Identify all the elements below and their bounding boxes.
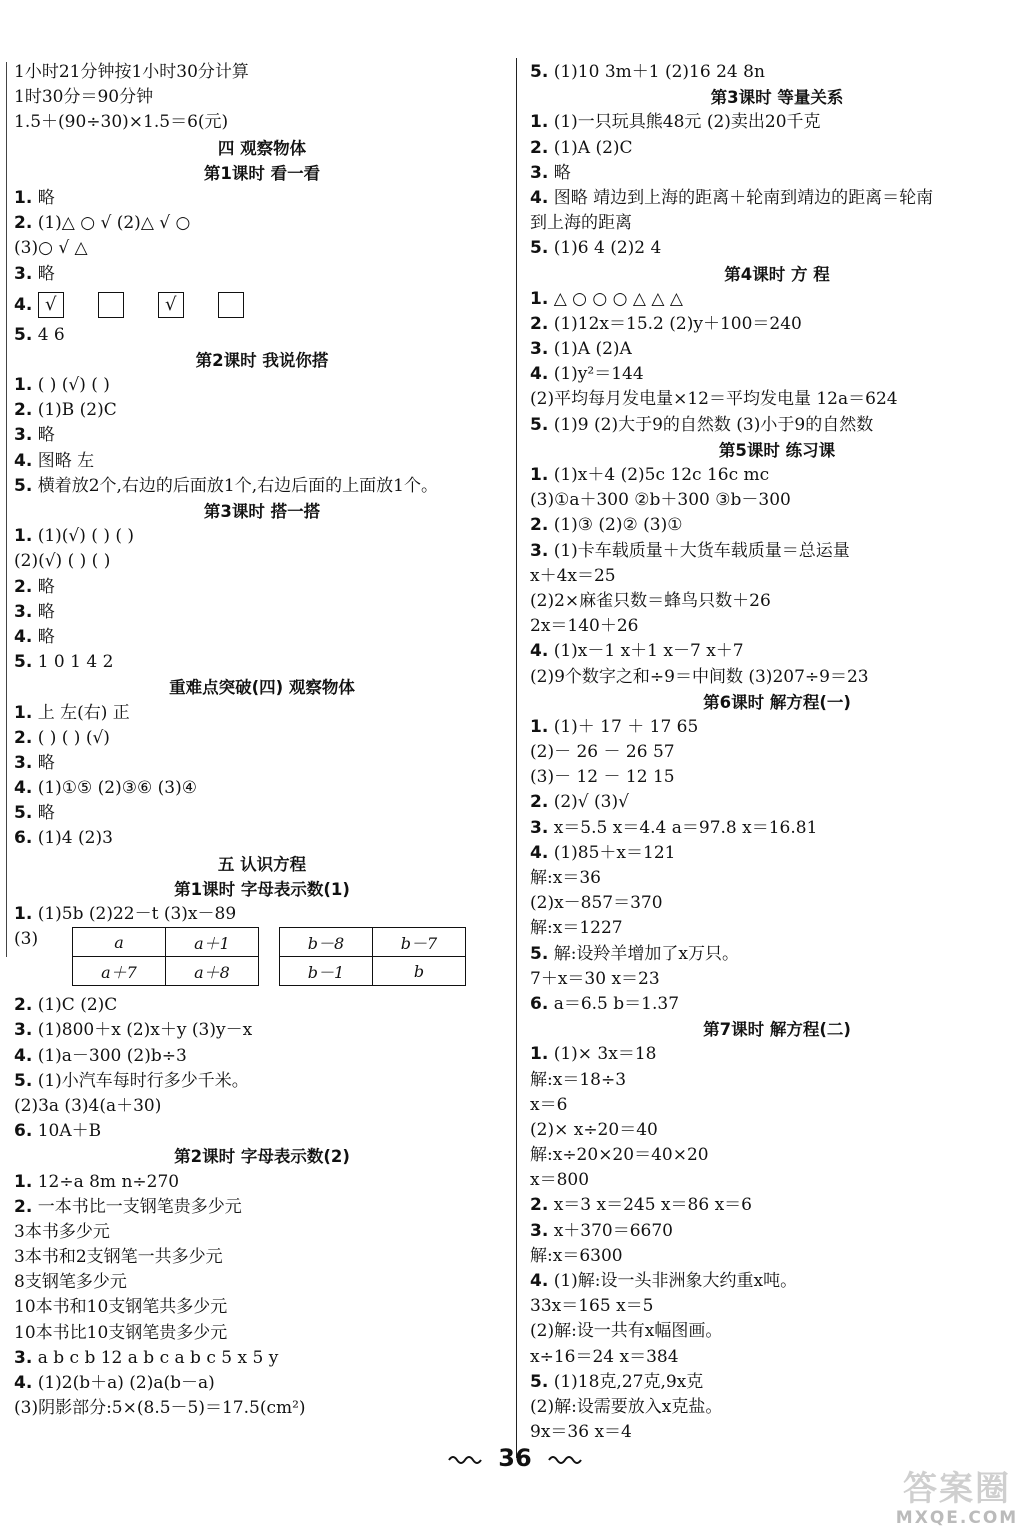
question-number: 2. xyxy=(14,727,33,748)
answer-text: 12÷a 8m n÷270 xyxy=(32,1171,180,1192)
answer-box: √ xyxy=(38,292,64,318)
answer-line xyxy=(530,1370,1024,1395)
question-number: 5. xyxy=(530,1371,549,1392)
answer-line xyxy=(14,1270,510,1295)
answer-text: (3)－ 12 － 12 15 xyxy=(530,767,675,788)
question-number: 4. xyxy=(530,187,549,208)
answer-text: (1)△ ○ √ (2)△ √ ○ xyxy=(32,213,191,234)
watermark-logo xyxy=(892,1470,1022,1530)
answer-text: (1)x＋4 (2)5c 12c 16c mc xyxy=(548,465,770,485)
answer-text: a＝6.5 b＝1.37 xyxy=(548,993,680,1014)
lesson-answers xyxy=(14,524,510,675)
lesson-title: 第3课时 搭一搭 xyxy=(203,502,321,521)
question-number: 4. xyxy=(14,1373,33,1393)
answer-line xyxy=(530,186,1024,211)
answer-line xyxy=(14,751,510,776)
answer-line xyxy=(530,539,1024,564)
answer-line xyxy=(14,1170,510,1195)
answer-line xyxy=(14,801,510,826)
question-number: 3. xyxy=(530,540,549,561)
answer-text: (1)9 (2)大于9的自然数 (3)小于9的自然数 xyxy=(548,414,874,435)
lesson-answers xyxy=(530,715,1024,1017)
answer-line xyxy=(530,916,1024,941)
answer-line xyxy=(530,1420,1024,1445)
answer-line xyxy=(530,942,1024,967)
answer-line xyxy=(530,337,1024,362)
answer-text: 2x＝140＋26 xyxy=(530,616,639,637)
question-number: 1. xyxy=(14,187,33,208)
question-number: 3. xyxy=(14,601,33,622)
question-number: 3. xyxy=(14,1347,33,1368)
question-number: 1. xyxy=(530,288,549,309)
answer-line xyxy=(14,1018,510,1043)
answer-text: (1)y²＝144 xyxy=(548,364,644,385)
answer-line xyxy=(14,650,510,675)
question-number: 2. xyxy=(530,313,549,334)
answer-line xyxy=(14,1044,510,1069)
question-number: 1. xyxy=(530,465,549,485)
answer-line xyxy=(530,967,1024,992)
answer-text: 1.5＋(90÷30)×1.5＝6(元) xyxy=(14,112,229,133)
answer-text: (2)－ 26 － 26 57 xyxy=(530,742,675,763)
answer-text: (1)5b (2)22－t (3)x－89 xyxy=(32,904,237,924)
answer-line xyxy=(530,1143,1024,1168)
answer-line xyxy=(530,387,1024,412)
answer-text: (1)解:设一头非洲象大约重x吨。 xyxy=(548,1271,798,1291)
answer-line xyxy=(530,1118,1024,1143)
answer-text: (2)解:设需要放入x克盐。 xyxy=(530,1396,723,1417)
page-footer xyxy=(0,1444,1030,1472)
answer-text: (2)× x÷20＝40 xyxy=(530,1119,658,1140)
answer-text: (1)85＋x＝121 xyxy=(548,842,676,863)
answer-text: 33x＝165 x＝5 xyxy=(530,1296,654,1317)
answer-line xyxy=(530,1068,1024,1093)
question-number: 3. xyxy=(14,263,33,284)
lesson-answers xyxy=(14,186,510,287)
answer-text: 10A＋B xyxy=(32,1121,102,1142)
question-number: 1. xyxy=(530,112,549,133)
answer-text: (3)①a＋300 ②b＋300 ③b－300 xyxy=(530,490,791,511)
answer-text: (2)√ (3)√ xyxy=(548,792,629,813)
answer-line xyxy=(14,902,510,927)
answer-line xyxy=(14,993,510,1018)
answer-line xyxy=(14,1220,510,1245)
page-number: 36 xyxy=(498,1444,532,1472)
table-cell: b－7 xyxy=(373,928,466,957)
answer-line xyxy=(14,701,510,726)
answer-text: (1)800＋x (2)x＋y (3)y－x xyxy=(32,1020,253,1041)
lesson-title: 第5课时 练习课 xyxy=(718,440,836,460)
answer-line xyxy=(530,60,1024,85)
answer-line xyxy=(530,513,1024,538)
answer-text: 解:设羚羊增加了x万只。 xyxy=(548,943,740,964)
answer-line xyxy=(530,362,1024,387)
answer-line xyxy=(530,463,1024,488)
answer-text: (1)18克,27克,9x克 xyxy=(548,1371,704,1392)
answer-line xyxy=(530,1294,1024,1319)
lesson-title: 第2课时 我说你搭 xyxy=(195,350,329,370)
letter-table-a xyxy=(72,927,259,986)
answer-text: 1小时21分钟按1小时30分计算 xyxy=(14,62,249,82)
lesson-answers xyxy=(530,1042,1024,1445)
question-number: 5. xyxy=(530,414,549,435)
answer-line xyxy=(14,1295,510,1320)
lesson-answers xyxy=(14,1170,510,1422)
answer-line xyxy=(14,1396,510,1421)
answer-text: x＝5.5 x＝4.4 a＝97.8 x＝16.81 xyxy=(548,817,818,838)
unit-title: 五 认识方程 xyxy=(217,854,307,874)
question-number: 4. xyxy=(14,626,33,647)
answer-line xyxy=(530,1319,1024,1344)
answer-text: △ ○ ○ ○ △ △ △ xyxy=(548,288,683,309)
question-number: 2. xyxy=(14,213,33,234)
answer-line xyxy=(530,1345,1024,1370)
lesson-title: 第1课时 字母表示数(1) xyxy=(174,879,350,899)
question-number: 3. xyxy=(14,425,33,446)
right-column xyxy=(530,60,1024,1445)
answer-text: 略 xyxy=(32,425,55,446)
question-number: 3. xyxy=(14,752,33,773)
answer-text: (1)a－300 (2)b÷3 xyxy=(32,1045,187,1066)
answer-text: x＋370＝6670 xyxy=(548,1220,673,1241)
answer-line xyxy=(14,600,510,625)
answer-line xyxy=(530,639,1024,664)
question-number: 2. xyxy=(530,1195,549,1216)
answer-line xyxy=(530,161,1024,186)
answer-line xyxy=(14,186,510,211)
answer-line xyxy=(14,1321,510,1346)
answer-line xyxy=(530,1193,1024,1218)
question-number: 5. xyxy=(14,475,33,496)
question-number: 3. xyxy=(530,339,549,360)
answer-line xyxy=(14,1119,510,1144)
question-number: 1. xyxy=(14,526,33,547)
answer-text: 略 xyxy=(32,187,55,208)
answer-text: ( ) ( ) (√) xyxy=(32,727,110,748)
question-number: 2. xyxy=(530,137,549,158)
wave-ornament-icon xyxy=(447,1452,487,1464)
answer-line xyxy=(14,524,510,549)
answer-text: (1)C (2)C xyxy=(32,995,118,1016)
table-cell: b－8 xyxy=(280,928,373,957)
answer-text: 横着放2个,右边的后面放1个,右边后面的上面放1个。 xyxy=(32,475,438,496)
answer-line xyxy=(14,575,510,600)
question-number: 1. xyxy=(530,1044,549,1065)
question-number: 5. xyxy=(14,652,33,673)
wave-ornament-icon xyxy=(543,1452,583,1464)
answer-line xyxy=(530,1168,1024,1193)
answer-text: 图略 靖边到上海的距离＋轮南到靖边的距离＝轮南 xyxy=(548,187,934,208)
lesson-title: 第6课时 解方程(一) xyxy=(703,692,851,712)
answer-line xyxy=(530,413,1024,438)
answer-line xyxy=(14,1069,510,1094)
answer-text: 解:x＝1227 xyxy=(530,918,623,939)
answer-line xyxy=(530,1395,1024,1420)
review-title: 重难点突破(四) 观察物体 xyxy=(169,678,355,698)
answer-text: 解:x÷20×20＝40×20 xyxy=(530,1145,709,1166)
answer-text: 4 6 xyxy=(32,324,65,345)
answer-line xyxy=(14,549,510,574)
answer-line xyxy=(530,715,1024,740)
answer-line xyxy=(14,398,510,423)
answer-line xyxy=(530,136,1024,161)
answer-line xyxy=(530,564,1024,589)
lesson-title: 第2课时 字母表示数(2) xyxy=(174,1147,350,1167)
answer-line xyxy=(14,110,510,135)
answer-line xyxy=(14,826,510,851)
table-cell: b xyxy=(373,957,466,986)
question-number: 5. xyxy=(530,62,549,82)
watermark-text: 答案圈 xyxy=(903,1469,1011,1509)
answer-text: 9x＝36 x＝4 xyxy=(530,1422,632,1443)
answer-text: 7＋x＝30 x＝23 xyxy=(530,968,660,989)
answer-line xyxy=(14,423,510,448)
question-number: 4. xyxy=(530,1271,549,1291)
answer-text: (1)小汽车每时行多少千米。 xyxy=(32,1070,249,1091)
answer-text: 1时30分＝90分钟 xyxy=(14,87,154,108)
answer-line xyxy=(530,665,1024,690)
question-number: 4. xyxy=(530,641,549,662)
answer-line xyxy=(530,211,1024,236)
answer-text: (1)B (2)C xyxy=(32,400,117,421)
question-number: 4. xyxy=(530,842,549,863)
question-number: 2. xyxy=(14,1196,33,1217)
answer-text: (1)卡车载质量＋大货车载质量＝总运量 xyxy=(548,540,850,561)
answer-line xyxy=(530,740,1024,765)
answer-text: 上 左(右) 正 xyxy=(32,702,130,723)
answer-text: (1)4 (2)3 xyxy=(32,828,113,849)
lesson-answers xyxy=(530,110,1024,261)
answer-line xyxy=(530,992,1024,1017)
answer-line xyxy=(530,110,1024,135)
question-number: 3. xyxy=(14,1020,33,1041)
answer-line xyxy=(530,1244,1024,1269)
answer-box xyxy=(218,292,244,318)
answer-text: ( ) (√) ( ) xyxy=(32,375,110,396)
answer-text: x＝3 x＝245 x＝86 x＝6 xyxy=(548,1195,752,1216)
answer-text: 略 xyxy=(32,263,55,284)
answer-text: (1)③ (2)② (3)① xyxy=(548,515,683,536)
answer-text: (1)12x＝15.2 (2)y＋100＝240 xyxy=(548,313,802,334)
answer-text: (2)3a (3)4(a＋30) xyxy=(14,1095,162,1116)
answer-text: 略 xyxy=(32,626,55,647)
answer-line xyxy=(14,449,510,474)
answer-text: 8支钢笔多少元 xyxy=(14,1272,127,1293)
answer-line xyxy=(14,1195,510,1220)
answer-line xyxy=(530,589,1024,614)
watermark-url: MXQE.COM xyxy=(895,1508,1019,1528)
lesson-answers xyxy=(530,287,1024,438)
answer-line xyxy=(14,776,510,801)
answer-text: 10本书和10支钢笔共多少元 xyxy=(14,1297,228,1318)
unit-title: 四 观察物体 xyxy=(217,138,307,158)
lesson-answers xyxy=(530,463,1024,690)
answer-text: 到上海的距离 xyxy=(530,213,632,234)
lesson-title: 第3课时 等量关系 xyxy=(710,88,844,108)
left-margin-rule xyxy=(6,62,7,957)
answer-text: x＝800 xyxy=(530,1170,590,1191)
answer-line-q4 xyxy=(14,287,510,323)
answer-text: (1)①⑤ (2)③⑥ (3)④ xyxy=(32,778,197,799)
lesson-answers xyxy=(14,701,510,852)
answer-line xyxy=(530,1269,1024,1294)
lesson-carryover xyxy=(14,60,510,136)
lesson-answers xyxy=(14,373,510,499)
answer-text: 略 xyxy=(32,803,55,824)
answer-text: 10本书比10支钢笔贵多少元 xyxy=(14,1322,228,1343)
lesson-title: 第4课时 方 程 xyxy=(724,264,830,284)
question-number: 2. xyxy=(530,515,549,536)
answer-text: 3本书和2支钢笔一共多少元 xyxy=(14,1247,223,1268)
answer-line xyxy=(530,765,1024,790)
question-number: 5. xyxy=(530,238,549,259)
answer-text: (3)○ √ △ xyxy=(14,238,88,259)
answer-text: a b c b 12 a b c a b c 5 x 5 y xyxy=(32,1347,279,1368)
question-number: 1. xyxy=(14,1171,33,1192)
answer-line xyxy=(530,312,1024,337)
answer-line xyxy=(14,625,510,650)
answer-line xyxy=(14,474,510,499)
answer-text: 3本书多少元 xyxy=(14,1221,110,1242)
question-number: 1. xyxy=(530,716,549,737)
answer-text: (2)平均每月发电量×12＝平均发电量 12a＝624 xyxy=(530,389,898,410)
table-cell: a＋8 xyxy=(166,957,259,986)
answer-text: (2)9个数字之和÷9＝中间数 (3)207÷9＝23 xyxy=(530,666,869,687)
question-number: 3. xyxy=(530,1220,549,1241)
answer-text: (1)x－1 x＋1 x－7 x＋7 xyxy=(548,641,744,662)
answer-line xyxy=(530,1219,1024,1244)
answer-text: (1)2(b＋a) (2)a(b－a) xyxy=(32,1373,215,1393)
lesson-answers xyxy=(14,993,510,1144)
answer-text: x÷16＝24 x＝384 xyxy=(530,1346,679,1367)
question-number: 2. xyxy=(14,995,33,1016)
answer-text: x＝6 xyxy=(530,1094,568,1115)
question-number: 5. xyxy=(14,1070,33,1091)
question-number: 1. xyxy=(14,904,33,924)
answer-text: (2)(√) ( ) ( ) xyxy=(14,551,111,572)
left-column xyxy=(14,60,510,1421)
answer-line xyxy=(530,287,1024,312)
answer-line xyxy=(530,488,1024,513)
answer-text: (2)2×麻雀只数＝蜂鸟只数＋26 xyxy=(530,590,771,611)
question-number: 3. xyxy=(530,162,549,183)
answer-text: (1)6 4 (2)2 4 xyxy=(548,238,662,259)
question-number: 1. xyxy=(14,375,33,396)
question-number: 5. xyxy=(14,324,33,345)
answer-line xyxy=(14,1371,510,1396)
answer-line xyxy=(14,60,510,85)
answer-line xyxy=(530,790,1024,815)
table-cell: a xyxy=(73,928,166,957)
answer-text: 解:x＝6300 xyxy=(530,1245,623,1266)
answer-line xyxy=(14,85,510,110)
answer-line xyxy=(530,816,1024,841)
question-number: 5. xyxy=(530,943,549,964)
column-divider xyxy=(516,58,517,1458)
answer-line xyxy=(530,614,1024,639)
answer-line xyxy=(530,841,1024,866)
sub-question-label: (3) xyxy=(14,929,39,950)
answer-text: 略 xyxy=(32,601,55,622)
question-number: 3. xyxy=(530,817,549,838)
answer-text: 略 xyxy=(32,576,55,597)
question-number: 4. xyxy=(14,778,33,799)
answer-line xyxy=(530,866,1024,891)
answer-text: (1)A (2)C xyxy=(548,137,633,158)
answer-text: x＋4x＝25 xyxy=(530,565,616,586)
question-number: 5. xyxy=(14,803,33,824)
table-cell: b－1 xyxy=(280,957,373,986)
question-number: 4. xyxy=(14,294,33,315)
answer-line xyxy=(530,1093,1024,1118)
question-number: 4. xyxy=(14,450,33,471)
answer-line xyxy=(14,1094,510,1119)
answer-text: (1)10 3m＋1 (2)16 24 8n xyxy=(548,62,765,82)
answer-text: (2)解:设一共有x幅图画。 xyxy=(530,1321,723,1342)
answer-box: √ xyxy=(158,292,184,318)
answer-text: 略 xyxy=(548,162,571,183)
answer-tables xyxy=(14,927,510,993)
letter-table-b xyxy=(279,927,466,986)
question-number: 4. xyxy=(530,364,549,385)
answer-line xyxy=(14,211,510,236)
answer-text: (1)＋ 17 ＋ 17 65 xyxy=(548,716,699,737)
answer-line xyxy=(530,1042,1024,1067)
answer-line xyxy=(14,1346,510,1371)
answer-line xyxy=(14,262,510,287)
answer-text: (1)(√) ( ) ( ) xyxy=(32,526,135,547)
answer-line xyxy=(14,323,510,348)
question-number: 4. xyxy=(14,1045,33,1066)
answer-text: (1)一只玩具熊48元 (2)卖出20千克 xyxy=(548,112,821,133)
answer-text: (2)x－857＝370 xyxy=(530,893,663,914)
answer-text: 一本书比一支钢笔贵多少元 xyxy=(32,1196,242,1217)
answer-line xyxy=(14,726,510,751)
question-number: 6. xyxy=(14,1121,33,1142)
answer-box xyxy=(98,292,124,318)
question-number: 6. xyxy=(14,828,33,849)
question-number: 1. xyxy=(14,702,33,723)
table-cell: a＋7 xyxy=(73,957,166,986)
answer-line xyxy=(14,236,510,261)
answer-text: (3)阴影部分:5×(8.5－5)＝17.5(cm²) xyxy=(14,1398,306,1419)
answer-text: (1)× 3x＝18 xyxy=(548,1044,657,1065)
answer-text: 略 xyxy=(32,752,55,773)
answer-line xyxy=(530,236,1024,261)
question-number: 2. xyxy=(14,400,33,421)
table-cell: a＋1 xyxy=(166,928,259,957)
answer-text: 解:x＝18÷3 xyxy=(530,1069,627,1090)
answer-text: 解:x＝36 xyxy=(530,868,601,888)
answer-text: 1 0 1 4 2 xyxy=(32,652,114,673)
question-number: 6. xyxy=(530,993,549,1014)
answer-line xyxy=(14,373,510,398)
answer-text: 图略 左 xyxy=(32,450,95,471)
question-number: 2. xyxy=(14,576,33,597)
answer-line xyxy=(14,1245,510,1270)
question-number: 2. xyxy=(530,792,549,813)
lesson-title: 第7课时 解方程(二) xyxy=(703,1020,851,1040)
lesson-title: 第1课时 看一看 xyxy=(203,163,321,183)
answer-text: (1)A (2)A xyxy=(548,339,632,360)
answer-line xyxy=(530,891,1024,916)
